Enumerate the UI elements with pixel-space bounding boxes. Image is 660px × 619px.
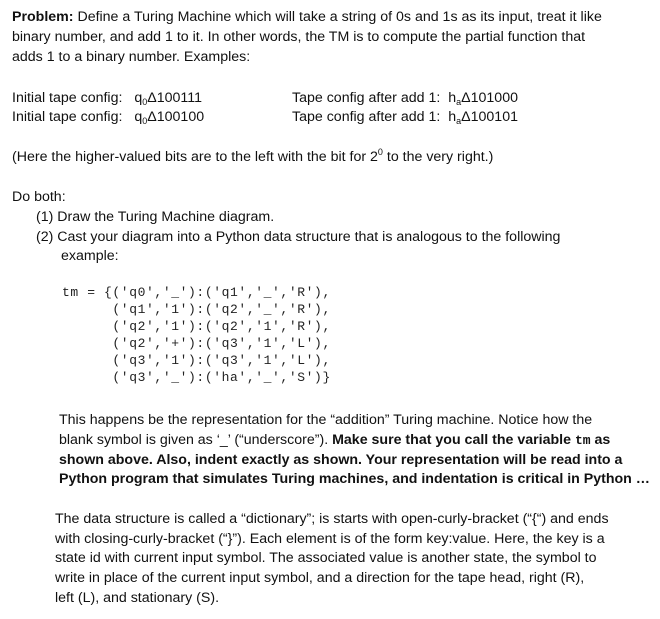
task-item-2-line-1: (2) Cast your diagram into a Python data structure that is analogous to the following bbox=[36, 229, 561, 245]
para2-line-5: left (L), and stationary (S). bbox=[55, 590, 220, 606]
example-initial-2: Initial tape config: $q_0\Delta 100100$ bbox=[12, 109, 205, 126]
do-both-heading: Do both: bbox=[12, 189, 66, 205]
para1-line-4: Python program that simulates Turing machines, and indentation is critical in Python … bbox=[59, 471, 650, 487]
para2-line-3: state id with current input symbol. The associated value is another state, the symbol to bbox=[55, 550, 597, 566]
task-item-2-line-2: example: bbox=[61, 248, 119, 264]
code-line: ('q2','+'):('q3','1','L'), bbox=[62, 336, 331, 351]
code-line: tm = {('q0','_'):('q1','_','R'), bbox=[62, 285, 331, 300]
problem-label: Problem: bbox=[12, 9, 74, 25]
problem-line-2: binary number, and add 1 to it. In other words, the TM is to compute the partial function that bbox=[12, 29, 586, 45]
para2-line-4: write in place of the current input symbol, and a direction for the tape head, right (R), bbox=[55, 570, 585, 586]
example-after-1: Tape config after add 1: $h_a\Delta 101000$ bbox=[292, 90, 518, 107]
para2-line-2: with closing-curly-bracket (“}”). Each element is of the form key:value. Here, the key is a bbox=[55, 531, 605, 547]
para1-line-2: blank symbol is given as ‘_’ (“underscore”). Make sure that you call the variable tm as bbox=[59, 432, 611, 448]
para1-line-3: shown above. Also, indent exactly as shown. Your representation will be read into a bbox=[59, 452, 623, 468]
code-line: ('q3','1'):('q3','1','L'), bbox=[62, 353, 331, 368]
example-initial-1: Initial tape config: $q_0\Delta 100111$ bbox=[12, 90, 202, 107]
code-line: ('q2','1'):('q2','1','R'), bbox=[62, 319, 331, 334]
bit-order-note: (Here the higher-valued bits are to the left with the bit for $2^0$ to the very right.) bbox=[12, 147, 494, 165]
code-line: ('q1','1'):('q2','_','R'), bbox=[62, 302, 331, 317]
para1-line-1: This happens be the representation for the “addition” Turing machine. Notice how the bbox=[59, 412, 593, 428]
code-line: ('q3','_'):('ha','_','S')} bbox=[62, 370, 331, 385]
problem-line-3: adds 1 to a binary number. Examples: bbox=[12, 49, 251, 65]
example-after-2: Tape config after add 1: $h_a\Delta 100101$ bbox=[292, 109, 518, 126]
task-item-1: (1) Draw the Turing Machine diagram. bbox=[36, 209, 275, 225]
para2-line-1: The data structure is called a “dictionary”; is starts with open-curly-bracket (“{“) and ends bbox=[55, 511, 609, 527]
problem-line-1: Problem: Define a Turing Machine which will take a string of 0s and 1s as its input, treat it like bbox=[12, 9, 602, 25]
